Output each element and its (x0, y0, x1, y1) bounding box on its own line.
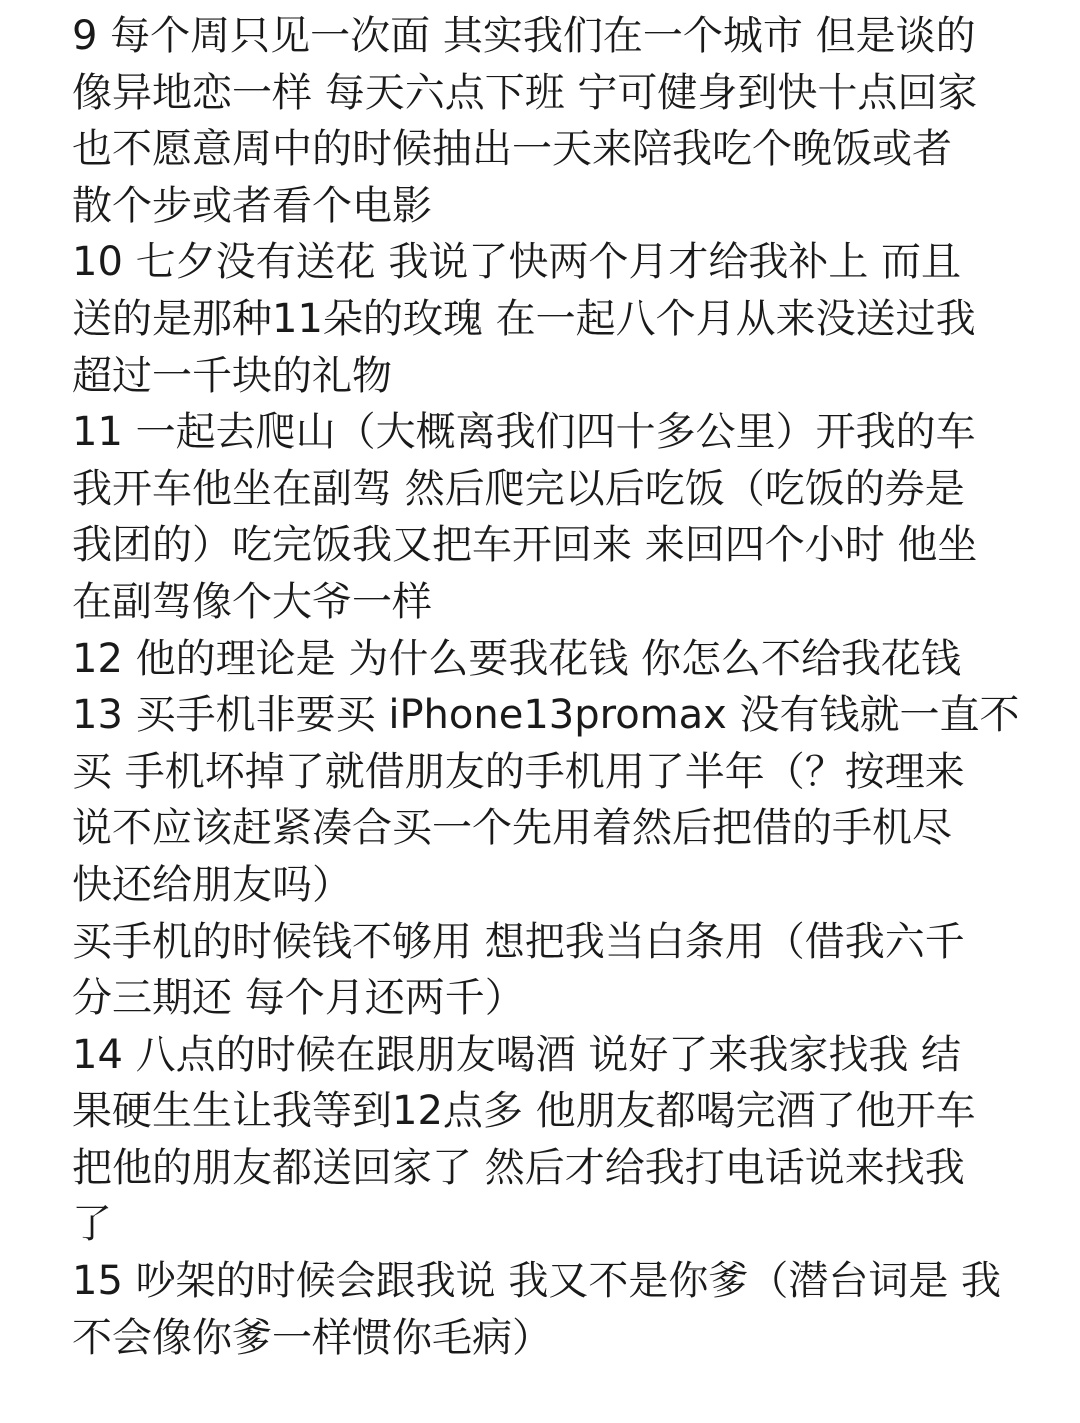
note-line-11: 在副驾像个大爷一样 (72, 578, 432, 625)
note-line-1: 9 每个周只见一次面 其实我们在一个城市 但是谈的 (72, 13, 976, 59)
note-line-23: 15 吵架的时候会跟我说 我又不是你爹（潜台词是 我 (72, 1258, 1002, 1305)
note-line-4: 散个步或者看个电影 (72, 182, 432, 229)
note-line-19: 14 八点的时候在跟朋友喝酒 说好了来我家找我 结 (72, 1031, 962, 1078)
note-line-18: 分三期还 每个月还两千） (72, 975, 525, 1022)
note-line-6: 送的是那种11朵的玫瑰 在一起八个月从来没送过我 (72, 295, 976, 342)
note-line-8: 11 一起去爬山（大概离我们四十多公里）开我的车 (72, 409, 976, 456)
note-line-24: 不会像你爹一样惯你毛病） (72, 1314, 552, 1361)
note-line-5: 10 七夕没有送花 我说了快两个月才给我补上 而且 (72, 239, 962, 286)
note-text-body (72, 8, 1062, 1366)
note-line-9: 我开车他坐在副驾 然后爬完以后吃饭（吃饭的券是 (72, 465, 965, 512)
note-line-17: 买手机的时候钱不够用 想把我当白条用（借我六千 (72, 918, 965, 965)
note-line-3: 也不愿意周中的时候抽出一天来陪我吃个晚饭或者 (72, 126, 952, 173)
note-line-10: 我团的）吃完饭我又把车开回来 来回四个小时 他坐 (72, 522, 978, 569)
note-line-21: 把他的朋友都送回家了 然后才给我打电话说来找我 (72, 1144, 965, 1191)
note-line-13: 13 买手机非要买 iPhone13promax 没有钱就一直不 (72, 692, 1020, 739)
note-line-7: 超过一千块的礼物 (72, 352, 392, 399)
note-line-12: 12 他的理论是 为什么要我花钱 你怎么不给我花钱 (72, 635, 962, 682)
note-line-22: 了 (72, 1201, 112, 1248)
note-line-14: 买 手机坏掉了就借朋友的手机用了半年（？按理来 (72, 748, 965, 795)
note-line-15: 说不应该赶紧凑合买一个先用着然后把借的手机尽 (72, 805, 952, 852)
note-line-20: 果硬生生让我等到12点多 他朋友都喝完酒了他开车 (72, 1088, 976, 1135)
note-line-2: 像异地恋一样 每天六点下班 宁可健身到快十点回家 (72, 69, 978, 116)
note-line-16: 快还给朋友吗） (72, 861, 352, 908)
